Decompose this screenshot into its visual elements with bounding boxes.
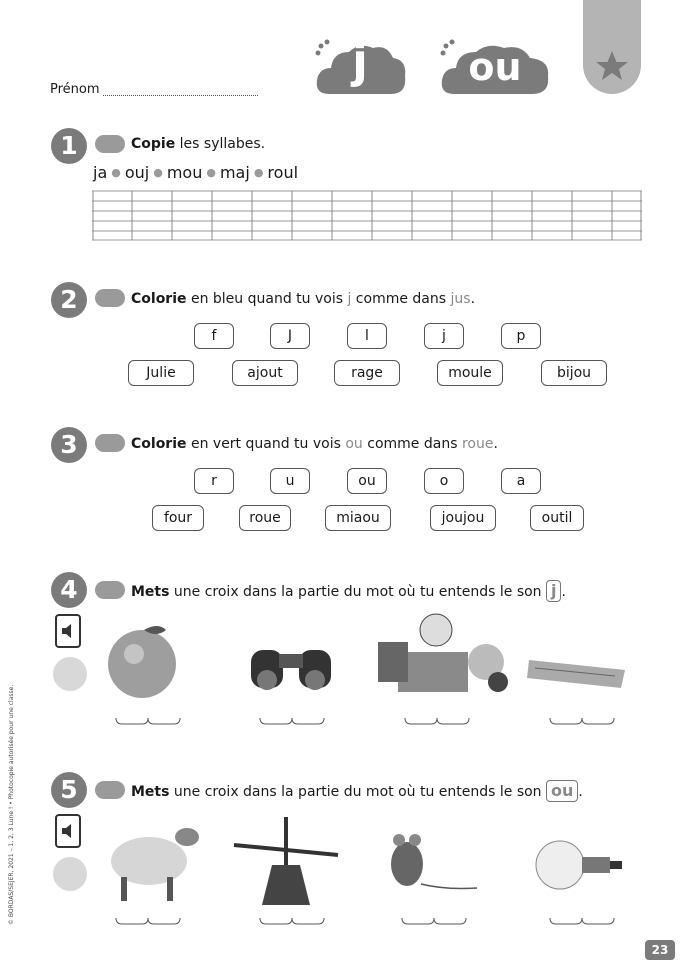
exercise-3-instruction: Colorie en vert quand tu vois ou comme dans roue.: [131, 436, 498, 452]
letter-box[interactable]: a: [501, 468, 541, 494]
syllable-brackets[interactable]: [548, 716, 616, 726]
star-icon: [583, 0, 641, 94]
cross-mark-icon: [95, 581, 125, 599]
syllable-brackets[interactable]: [114, 916, 182, 926]
exercise-1-number: 1: [51, 128, 87, 164]
exercise-5-number: 5: [51, 772, 87, 808]
exercise-2-instruction: Colorie en bleu quand tu vois j comme dans jus.: [131, 291, 476, 307]
syllable-brackets[interactable]: [548, 916, 616, 926]
word-box[interactable]: rage: [334, 360, 400, 386]
mouse-image: [385, 830, 480, 895]
letter-box[interactable]: J: [270, 323, 310, 349]
word-box[interactable]: roue: [239, 505, 291, 531]
exercise-4-number: 4: [51, 572, 87, 608]
word-box[interactable]: joujou: [430, 505, 496, 531]
prenom-line[interactable]: [103, 95, 258, 96]
word-box[interactable]: Julie: [128, 360, 194, 386]
speaker-icon: [57, 616, 79, 646]
cross-mark-icon: [95, 781, 125, 799]
sound-ou-box: ou: [546, 780, 578, 802]
syllable-brackets[interactable]: [258, 716, 326, 726]
sound-j-box: j: [546, 580, 561, 602]
children-faces-icon: [53, 657, 87, 691]
exercise-1-instruction: Copie les syllabes.: [131, 136, 266, 152]
word-box[interactable]: ajout: [232, 360, 298, 386]
syllable-brackets[interactable]: [114, 716, 182, 726]
tablet-audio-icon[interactable]: [55, 814, 81, 848]
crayon-color-icon: [95, 289, 125, 307]
newspaper-image: [525, 650, 630, 692]
sound-j-title: j: [352, 34, 368, 88]
page-number: 23: [645, 940, 675, 960]
letter-box[interactable]: f: [194, 323, 234, 349]
syllable-brackets[interactable]: [400, 916, 468, 926]
letter-box[interactable]: u: [270, 468, 310, 494]
children-faces-icon: [53, 857, 87, 891]
windmill-image: [230, 815, 342, 907]
orange-image: [100, 622, 190, 702]
sheep-image: [105, 815, 205, 905]
word-box[interactable]: outil: [530, 505, 584, 531]
pencil-copy-icon: [95, 135, 125, 153]
sound-ou-title: ou: [468, 45, 522, 89]
word-box[interactable]: moule: [437, 360, 503, 386]
exercise-4-instruction: Mets une croix dans la partie du mot où tu entends le son j .: [131, 581, 566, 600]
star-tab: [583, 0, 641, 94]
letter-box[interactable]: o: [424, 468, 464, 494]
letter-box[interactable]: l: [347, 323, 387, 349]
exercise-1-syllables: ja ● ouj ● mou ● maj ● roul: [93, 163, 299, 182]
word-box[interactable]: four: [152, 505, 204, 531]
speaker-icon: [57, 816, 79, 846]
toys-image: [368, 612, 513, 697]
exercise-2-number: 2: [51, 282, 87, 318]
syllable-brackets[interactable]: [403, 716, 471, 726]
binoculars-image: [245, 632, 340, 697]
syllable-brackets[interactable]: [258, 916, 326, 926]
exercise-3-number: 3: [51, 427, 87, 463]
word-box[interactable]: bijou: [541, 360, 607, 386]
copyright-text: © BORDAS/SEJER, 2021 – 1, 2, 3 Lune ! • Photocopie autorisée pour une classe.: [8, 684, 15, 925]
letter-box[interactable]: p: [501, 323, 541, 349]
lightbulb-image: [530, 835, 630, 895]
letter-box[interactable]: ou: [347, 468, 387, 494]
crayon-color-icon: [95, 434, 125, 452]
exercise-5-instruction: Mets une croix dans la partie du mot où tu entends le son ou .: [131, 781, 583, 800]
word-box[interactable]: miaou: [325, 505, 391, 531]
letter-box[interactable]: j: [424, 323, 464, 349]
prenom-label: Prénom: [50, 82, 100, 97]
tablet-audio-icon[interactable]: [55, 614, 81, 648]
letter-box[interactable]: r: [194, 468, 234, 494]
writing-grid[interactable]: [92, 190, 642, 242]
